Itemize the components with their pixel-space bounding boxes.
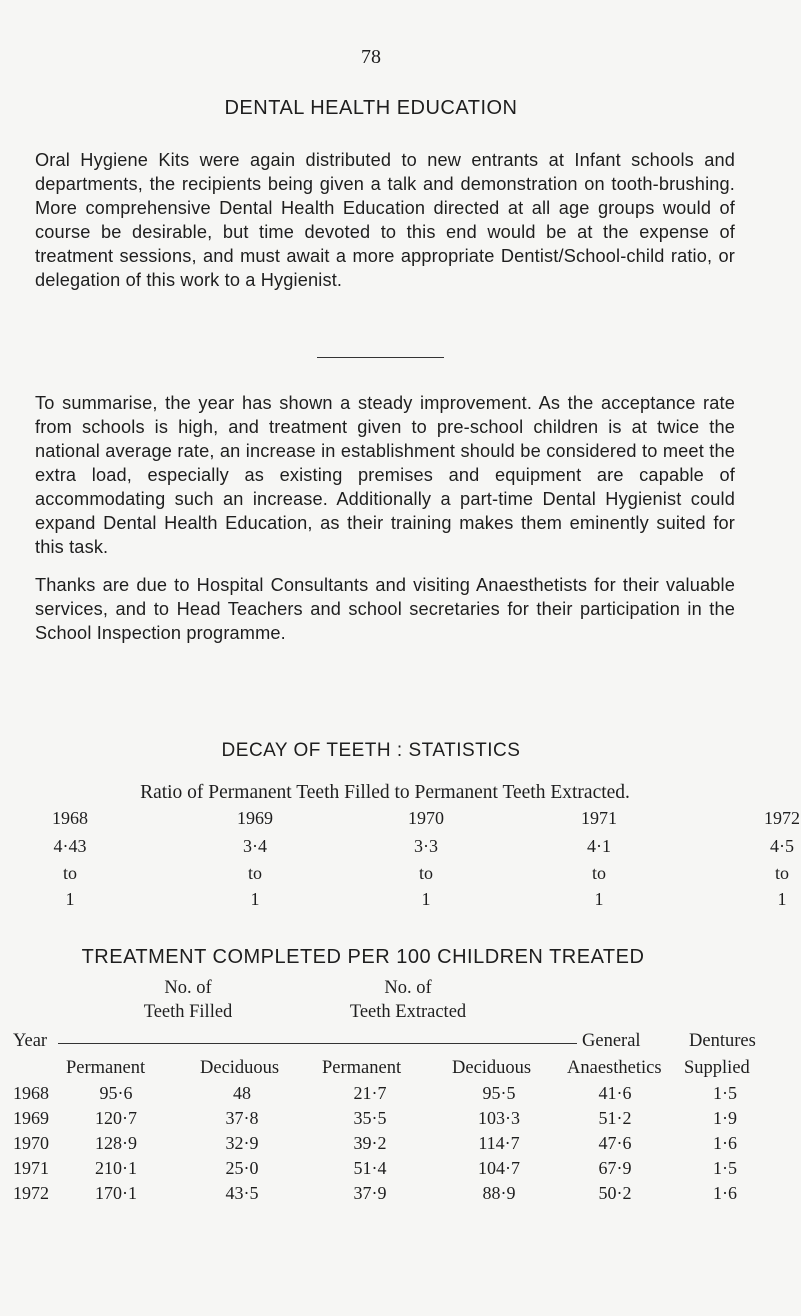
table-cell: 120·7 [95,1108,137,1128]
col-deciduous-filled: Deciduous [200,1058,280,1078]
paragraph-summary [35,391,735,559]
table-cell: 114·7 [478,1133,520,1153]
paragraph-3-text: Thanks are due to Hospital Consultants and visiting Anaesthetists for their valuable services, and to Head Teachers and school secretaries for their participation in the School Inspection programme. [35,575,735,643]
ratio-year: 1969 [237,808,273,828]
header-general: General [582,1031,641,1051]
table-cell: 25·0 [225,1158,259,1178]
section-divider [317,357,444,358]
ratio-one: 1 [594,889,604,909]
table-cell: 48 [233,1083,251,1103]
ratio-year: 1972 [764,808,800,828]
table-cell: 35·5 [353,1108,387,1128]
col-deciduous-extracted: Deciduous [452,1058,532,1078]
table-cell: 67·9 [598,1158,632,1178]
header-rule [58,1043,577,1044]
row-year: 1971 [13,1158,49,1178]
table-cell: 170·1 [95,1183,137,1203]
col-permanent-extracted: Permanent [322,1058,402,1078]
paragraph-1-text: Oral Hygiene Kits were again distributed to new entrants at Infant schools and departments, the recipients being given a talk and demonstration on tooth-brushing. More comprehensive Dental Health Education directed at all age groups would of course be desirable, but time devoted to this end would be at the expense of treatment sessions, and must await a more appropriate Dentist/School-child ratio, or delegation of this work to a Hygienist. [35,150,735,290]
row-year: 1969 [13,1108,49,1128]
table-cell: 47·6 [598,1133,632,1153]
table-cell: 51·4 [353,1158,387,1178]
ratio-year: 1970 [408,808,444,828]
table-cell: 88·9 [482,1183,516,1203]
ratio-value: 4·1 [587,836,611,856]
paragraph-oral-hygiene [35,148,735,292]
table-cell: 50·2 [598,1183,632,1203]
table-cell: 37·9 [353,1183,387,1203]
table-cell: 1·6 [713,1133,737,1153]
ratio-one: 1 [777,889,787,909]
row-year: 1968 [13,1083,49,1103]
table-cell: 21·7 [353,1083,387,1103]
table-cell: 103·3 [478,1108,520,1128]
ratio-year: 1968 [52,808,88,828]
ratio-title: Ratio of Permanent Teeth Filled to Permanent Teeth Extracted. [140,782,630,803]
header-extracted-line1: No. of [384,978,432,998]
paragraph-2-text: To summarise, the year has shown a steady improvement. As the acceptance rate from schools is high, and treatment given to pre-school children is at twice the national average rate, an increase in establishment should be considered to meet the extra load, especially as existing premises and equipment are capable of accommodating such an increase. Additionally a part-time Dental Hygienist could expand Dental Health Education, as their training makes them eminently suited for this task. [35,393,735,557]
ratio-to: to [591,863,606,883]
table-cell: 128·9 [95,1133,137,1153]
table-cell: 1·6 [713,1183,737,1203]
table-cell: 1·9 [713,1108,737,1128]
table-cell: 51·2 [598,1108,632,1128]
ratio-value: 4·43 [53,836,87,856]
section-title: DENTAL HEALTH EDUCATION [224,97,518,119]
ratio-year: 1971 [581,808,617,828]
col-anaesthetics: Anaesthetics [567,1058,662,1078]
table-cell: 95·5 [482,1083,516,1103]
table-cell: 39·2 [353,1133,387,1153]
ratio-one: 1 [250,889,260,909]
table-cell: 95·6 [99,1083,133,1103]
table-cell: 37·8 [225,1108,259,1128]
table-cell: 32·9 [225,1133,259,1153]
header-extracted-line2: Teeth Extracted [349,1002,467,1022]
ratio-value: 3·4 [243,836,267,856]
ratio-one: 1 [421,889,431,909]
ratio-value: 3·3 [414,836,438,856]
treatment-title: TREATMENT COMPLETED PER 100 CHILDREN TREATED [81,946,645,968]
table-cell: 104·7 [478,1158,520,1178]
table-cell: 1·5 [713,1083,737,1103]
ratio-to: to [62,863,77,883]
ratio-one: 1 [65,889,75,909]
table-cell: 1·5 [713,1158,737,1178]
ratio-to: to [418,863,433,883]
row-year: 1972 [13,1183,49,1203]
table-cell: 210·1 [95,1158,137,1178]
table-cell: 41·6 [598,1083,632,1103]
header-dentures: Dentures [689,1031,756,1051]
ratio-value: 4·5 [770,836,794,856]
ratio-to: to [247,863,262,883]
row-year: 1970 [13,1133,49,1153]
header-filled-line2: Teeth Filled [143,1002,233,1022]
col-supplied: Supplied [684,1058,750,1078]
col-permanent-filled: Permanent [66,1058,146,1078]
page-number: 78 [361,46,381,68]
paragraph-thanks [35,573,735,645]
decay-statistics-title: DECAY OF TEETH : STATISTICS [221,740,521,761]
ratio-to: to [774,863,789,883]
header-year: Year [13,1031,48,1051]
table-cell: 43·5 [225,1183,259,1203]
header-filled-line1: No. of [164,978,212,998]
